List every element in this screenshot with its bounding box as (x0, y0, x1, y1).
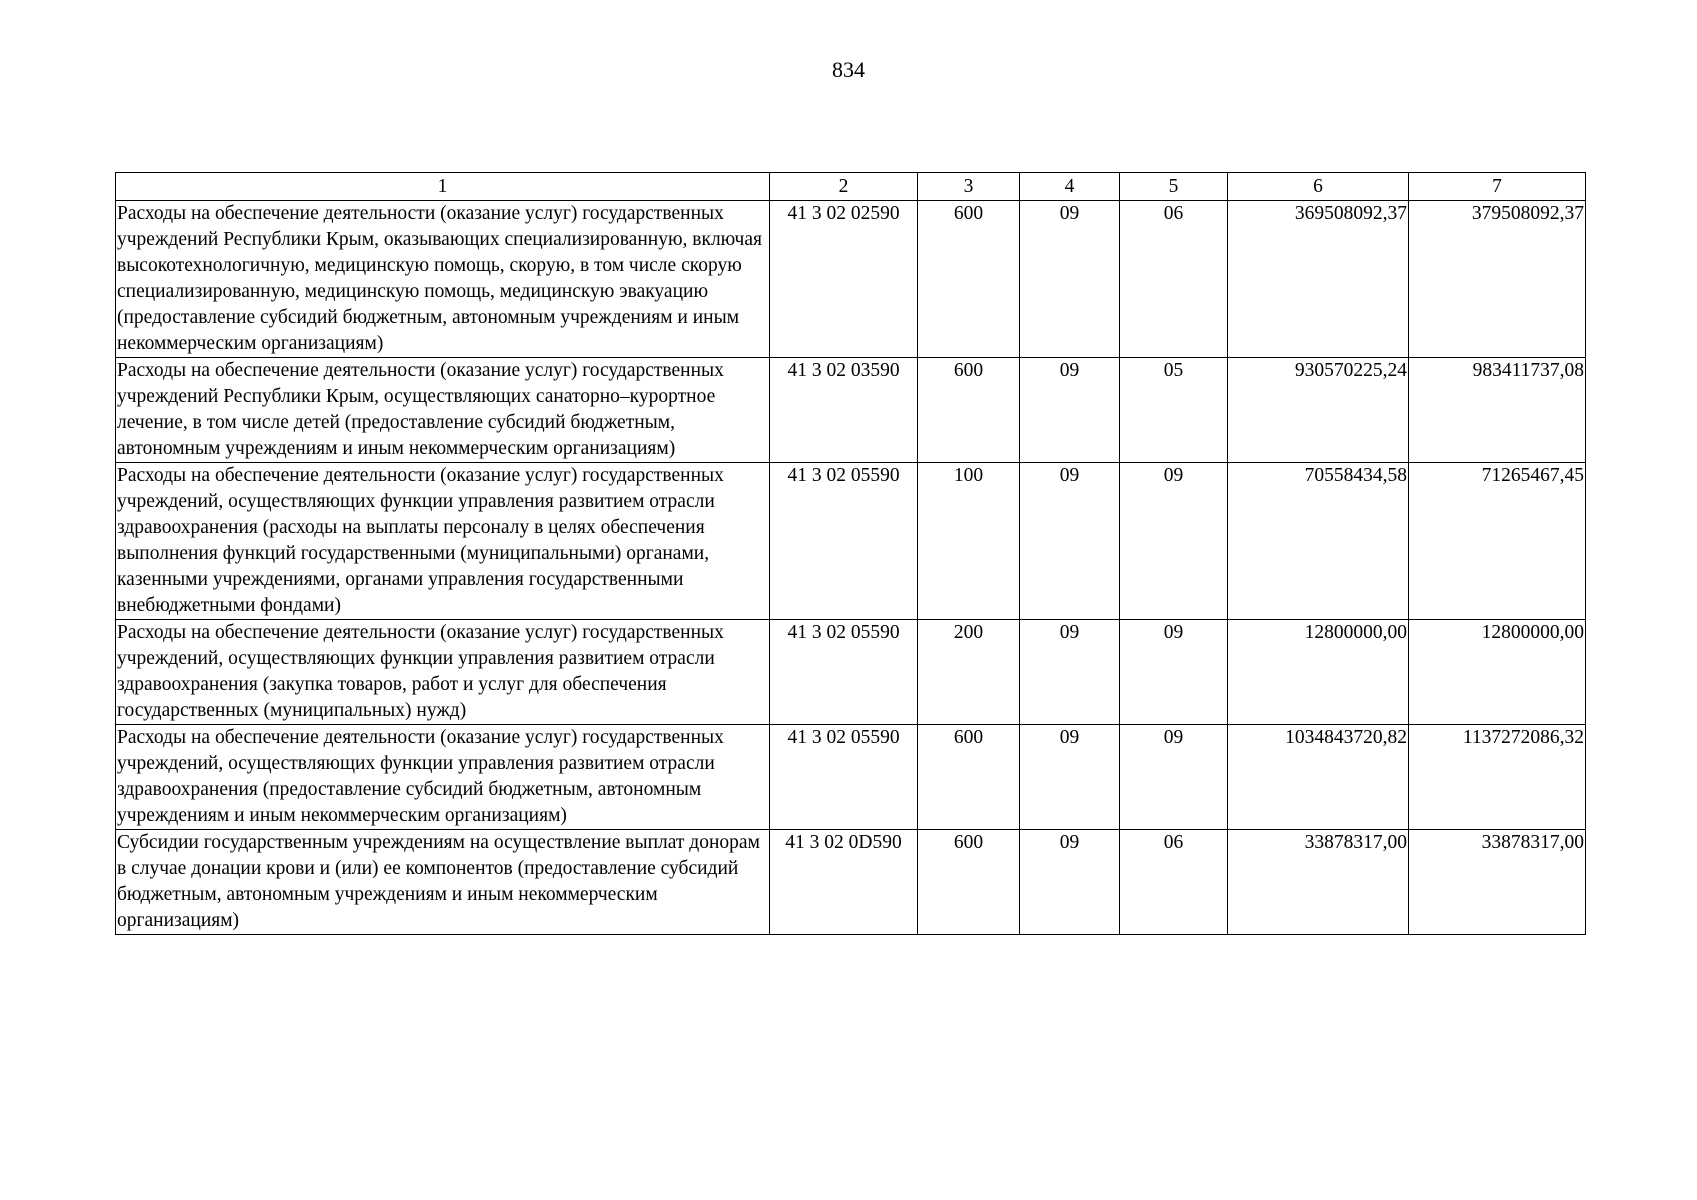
row-description: Расходы на обеспечение деятельности (оказание услуг) государственных учреждений, осуществляющих функции управления развитием отрасли здравоохранения (закупка товаров, работ и услуг для обеспечения государственных (муниципальных) нужд) (116, 620, 770, 725)
table-row (116, 358, 1586, 463)
row-subsection: 09 (1120, 620, 1228, 725)
row-subsection: 06 (1120, 201, 1228, 358)
row-expense-type: 600 (918, 725, 1020, 830)
row-target-code: 41 3 02 03590 (770, 358, 918, 463)
row-amount-col7: 1137272086,32 (1409, 725, 1586, 830)
row-expense-type: 100 (918, 463, 1020, 620)
row-amount-col7: 983411737,08 (1409, 358, 1586, 463)
row-subsection: 09 (1120, 725, 1228, 830)
header-cell-2: 2 (770, 173, 918, 201)
row-amount-col7: 379508092,37 (1409, 201, 1586, 358)
row-description: Расходы на обеспечение деятельности (оказание услуг) государственных учреждений Республики Крым, осуществляющих санаторно–курортное лечение, в том числе детей (предоставление субсидий бюджетным, автономным учреждениям и иным некоммерческим организациям) (116, 358, 770, 463)
row-target-code: 41 3 02 05590 (770, 463, 918, 620)
page-number: 834 (832, 57, 865, 82)
header-cell-7: 7 (1409, 173, 1586, 201)
header-cell-6: 6 (1228, 173, 1409, 201)
row-target-code: 41 3 02 05590 (770, 620, 918, 725)
header-cell-3: 3 (918, 173, 1020, 201)
row-amount-col7: 71265467,45 (1409, 463, 1586, 620)
table-row (116, 620, 1586, 725)
row-section: 09 (1020, 463, 1120, 620)
header-cell-5: 5 (1120, 173, 1228, 201)
header-cell-1: 1 (116, 173, 770, 201)
row-description: Субсидии государственным учреждениям на осуществление выплат донорам в случае донации крови и (или) ее компонентов (предоставление субсидий бюджетным, автономным учреждениям и иным некоммерческим организациям) (116, 830, 770, 935)
row-description: Расходы на обеспечение деятельности (оказание услуг) государственных учреждений, осуществляющих функции управления развитием отрасли здравоохранения (предоставление субсидий бюджетным, автономным учреждениям и иным некоммерческим организациям) (116, 725, 770, 830)
row-amount-col7: 12800000,00 (1409, 620, 1586, 725)
table-row (116, 725, 1586, 830)
header-row (116, 173, 1586, 201)
row-expense-type: 600 (918, 358, 1020, 463)
row-section: 09 (1020, 620, 1120, 725)
row-amount-col6: 33878317,00 (1228, 830, 1409, 935)
row-expense-type: 600 (918, 201, 1020, 358)
row-section: 09 (1020, 358, 1120, 463)
row-subsection: 05 (1120, 358, 1228, 463)
row-expense-type: 600 (918, 830, 1020, 935)
table-row (116, 201, 1586, 358)
row-description: Расходы на обеспечение деятельности (оказание услуг) государственных учреждений Республики Крым, оказывающих специализированную, включая высокотехнологичную, медицинскую помощь, скорую, в том числе скорую специализированную, медицинскую помощь, медицинскую эвакуацию (предоставление субсидий бюджетным, автономным учреждениям и иным некоммерческим организациям) (116, 201, 770, 358)
row-section: 09 (1020, 725, 1120, 830)
table-row (116, 830, 1586, 935)
row-section: 09 (1020, 830, 1120, 935)
row-amount-col6: 12800000,00 (1228, 620, 1409, 725)
row-amount-col6: 1034843720,82 (1228, 725, 1409, 830)
row-target-code: 41 3 02 02590 (770, 201, 918, 358)
row-subsection: 09 (1120, 463, 1228, 620)
row-amount-col6: 369508092,37 (1228, 201, 1409, 358)
row-target-code: 41 3 02 0D590 (770, 830, 918, 935)
row-description: Расходы на обеспечение деятельности (оказание услуг) государственных учреждений, осуществляющих функции управления развитием отрасли здравоохранения (расходы на выплаты персоналу в целях обеспечения выполнения функций государственными (муниципальными) органами, казенными учреждениями, органами управления государственными внебюджетными фондами) (116, 463, 770, 620)
row-amount-col7: 33878317,00 (1409, 830, 1586, 935)
budget-table (115, 172, 1586, 935)
row-amount-col6: 70558434,58 (1228, 463, 1409, 620)
table-row (116, 463, 1586, 620)
row-section: 09 (1020, 201, 1120, 358)
row-subsection: 06 (1120, 830, 1228, 935)
row-target-code: 41 3 02 05590 (770, 725, 918, 830)
header-cell-4: 4 (1020, 173, 1120, 201)
row-amount-col6: 930570225,24 (1228, 358, 1409, 463)
row-expense-type: 200 (918, 620, 1020, 725)
